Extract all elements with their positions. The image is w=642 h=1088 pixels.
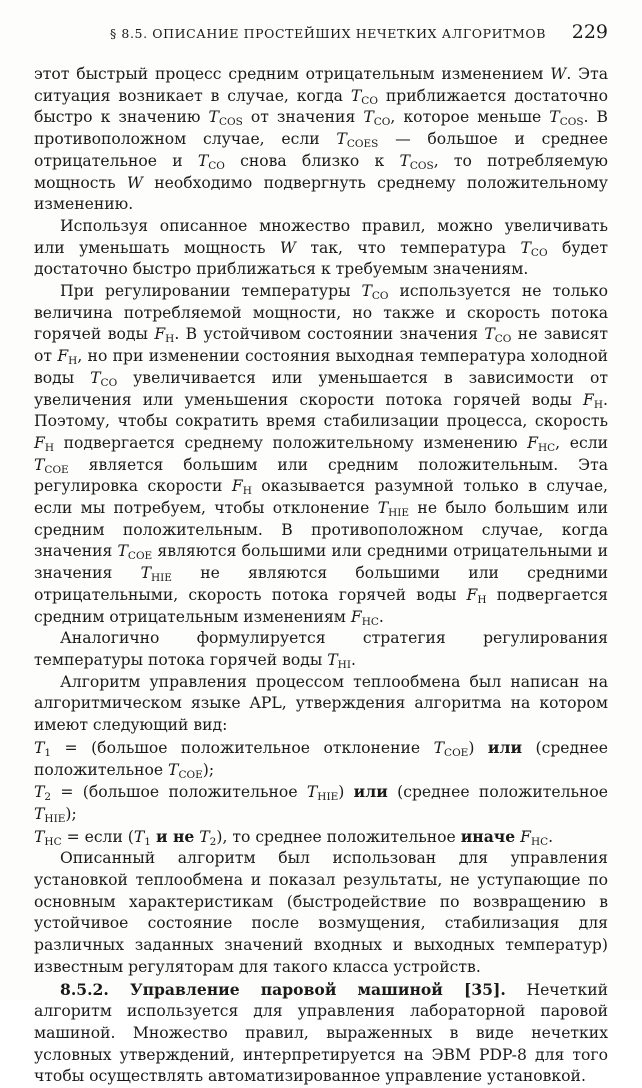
symbol: $F_H$ [57,347,78,368]
formula-t1 [34,737,608,781]
paragraph-3 [34,281,608,628]
text: = (большое положительное отклонение [51,738,434,757]
text: не было большим или средним положительным. В противоположном случае, когда значения [34,499,608,561]
page-number: 229 [571,21,608,43]
text: , которое меньше [390,108,550,127]
text: Описанный алгоритм был использован для управления установкой теплообмена и показал результаты, не уступающие по основным характеристикам (быстродействие по возвращению в устойчивое состояние после возмущения, стабилизация для различных заданных значений входных и выходных температур) известным регуляторам для такого класса устройств. [34,849,608,976]
symbol: $T_2$ [34,783,52,804]
symbol: $T_{HIE}$ [306,783,339,804]
symbol: $F_H$ [34,433,54,454]
text: , но при изменении состояния выходная температура холодной воды [34,347,608,387]
keyword-or: или [353,782,388,802]
symbol: $T_{COE}$ [433,738,469,759]
formula-t2 [34,781,608,825]
text: (среднее положительное [387,783,608,802]
text: , то потребляемую мощность [34,151,608,192]
text: . В противоположном случае, если [34,108,609,149]
symbol: $T_{COS}$ [208,108,243,129]
page-body [34,64,608,1088]
symbol: $T_{COS}$ [399,151,434,172]
paragraph-6 [34,848,608,978]
page-header [34,18,608,48]
text: ) [468,738,488,757]
text: , если [555,433,608,452]
text: не зависят от [34,325,608,366]
symbol: W [126,173,143,192]
symbol: $T_{COE}$ [117,542,153,563]
symbol: $T_{COS}$ [549,108,584,129]
symbol: $T_{CO}$ [350,86,378,107]
symbol: W [550,65,567,83]
text: Алгоритм управления процессом теплообмена был написан на алгоритмическом языке APL, утверждения алгоритма на котором имеют следующий вид: [34,672,608,735]
text: оказывается разумной только в случае, если мы потребуем, чтобы отклонение [34,477,609,518]
formula-tnc [34,826,608,849]
text: снова близко к [224,151,400,170]
symbol: $T_{HIE}$ [34,804,66,825]
running-title: § 8.5. ОПИСАНИЕ ПРОСТЕЙШИХ НЕЧЕТКИХ АЛГОРИТМОВ [110,26,547,41]
symbol: $T_{HIE}$ [140,564,172,585]
keyword-otherwise: иначе [460,826,516,846]
symbol: $T_2$ [199,827,217,848]
section-8-5-2 [34,979,608,1088]
text: являются большими или средними отрицательными и значения [34,542,608,583]
paragraph-4 [34,628,608,671]
symbol: $T_1$ [34,738,52,759]
text: . [548,827,554,846]
symbol: $F_{HC}$ [350,607,379,628]
text: При регулировании температуры [60,282,362,301]
symbol: $T_{HIE}$ [377,499,410,520]
text: = (большое положительное [51,783,307,802]
symbol: $F_H$ [583,390,604,411]
paragraph-1 [34,64,608,216]
text: ); [65,804,77,823]
paragraph-5 [34,672,608,737]
symbol: $F_{HC}$ [527,433,556,454]
text: будет достаточно быстро приближаться к требуемым значениям. [34,238,608,279]
section-heading: 8.5.2. Управление паровой машиной [35]. [60,979,506,999]
symbol: $T_{COE}$ [168,760,203,781]
text: . В устойчивом состоянии значения [174,325,485,344]
symbol: $T_{CO}$ [361,282,389,303]
text: от значения [242,108,364,127]
keyword-or: или [487,737,523,757]
symbol: $F_{HC}$ [520,827,549,848]
symbol: $T_{CO}$ [484,325,512,346]
text: необходимо подвергнуть среднему положительному изменению. [34,173,608,214]
symbol: $T_{COES}$ [336,130,379,151]
text: так, что температура [295,238,521,257]
symbol: $T_{CO}$ [520,238,548,259]
text: . Эта ситуация возникает в случае, когда [34,65,608,105]
symbol: $F_H$ [154,325,175,346]
text: этот быстрый процесс средним отрицательным изменением [34,65,551,83]
symbol: $T_{HI}$ [327,650,351,671]
symbol: $T_{CO}$ [197,151,225,172]
symbol: $F_H$ [466,585,487,606]
text: приближается достаточно быстро к значению [34,86,608,127]
symbol: $T_{CO}$ [363,108,391,129]
text: . [350,650,356,669]
symbol: W [279,238,296,257]
text: (среднее положительное [34,738,608,779]
text: . [378,607,384,626]
text: ), то среднее положительное [216,827,461,846]
text: Аналогично формулируется стратегия регулирования температуры потока горячей воды [34,629,608,669]
paragraph-2 [34,216,608,281]
text: — большое и среднее отрицательное и [34,130,608,170]
text: используется не только величина потребляемой мощности, но также и скорость потока горячей воды [34,282,609,344]
text: подвергается средним отрицательным изменениям [34,585,608,626]
text: = если ( [61,827,134,846]
symbol: $T_1$ [133,827,151,848]
text: является большим или средним положительным. Эта регулировка скорости [34,455,608,496]
symbol: $F_H$ [231,477,252,498]
symbol: $T_{CO}$ [90,368,118,389]
text: Нечеткий алгоритм используется для управления лабораторной паровой машиной. Множество правил, выраженных в виде нечетких условных утверждений, интерпретируется на ЭВМ PDP-8 для того чтобы осуществлять автоматизированное управление установкой. [34,980,608,1086]
text: увеличивается или уменьшается в зависимости от увеличения или уменьшения скорости потока горячей воды [34,368,608,409]
text: подвергается среднему положительному изменению [54,433,528,452]
text: не являются большими или средними отрицательными, скорость потока горячей воды [34,564,608,604]
text: ) [338,783,354,802]
text: Используя описанное множество правил, можно увеличивать или уменьшать мощность [34,216,608,257]
text: . Поэтому, чтобы сократить время стабилизации процесса, скорость [34,390,608,431]
symbol: $T_{НС}$ [34,827,62,848]
text: ); [202,760,215,779]
keyword-and-not: и не [155,826,195,846]
symbol: $T_{COE}$ [34,455,69,476]
